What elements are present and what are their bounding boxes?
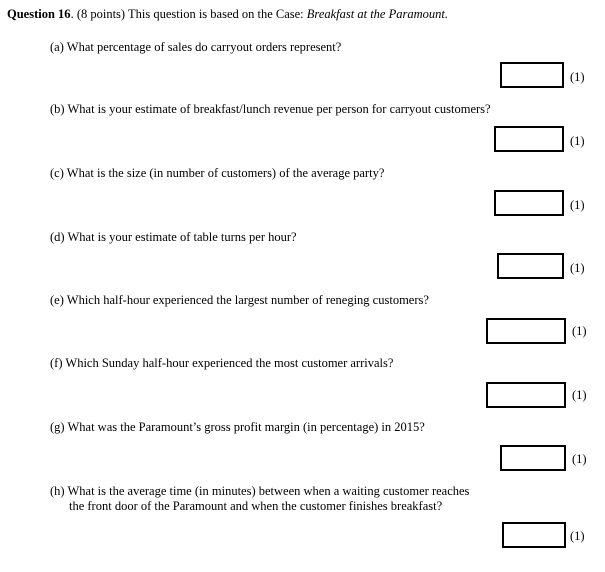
question-label: (c) — [50, 166, 64, 180]
question-text-continued: the front door of the Paramount and when the customer finishes breakfast? — [69, 499, 443, 513]
question-label: (a) — [50, 40, 64, 54]
question-a — [50, 40, 341, 55]
answer-box-h[interactable] — [502, 522, 566, 548]
question-d — [50, 230, 297, 245]
answer-box-d[interactable] — [497, 253, 564, 279]
answer-box-a[interactable] — [500, 62, 564, 88]
points-e: (1) — [572, 324, 587, 338]
answer-box-b[interactable] — [494, 126, 564, 152]
question-header: Question 16. (8 points) This question is based on the Case: Breakfast at the Paramount. — [7, 7, 448, 21]
case-title: Breakfast at the Paramount. — [306, 7, 448, 21]
question-f — [50, 356, 393, 371]
question-text: What percentage of sales do carryout orders represent? — [66, 40, 342, 54]
question-label: (e) — [50, 293, 64, 307]
question-label: (d) — [50, 230, 65, 244]
answer-box-g[interactable] — [500, 445, 566, 471]
question-e — [50, 293, 429, 308]
points-f: (1) — [572, 388, 587, 402]
points-h: (1) — [570, 529, 585, 543]
question-text: What is your estimate of table turns per hour? — [67, 230, 297, 244]
question-label: (h) — [50, 484, 65, 498]
points-g: (1) — [572, 452, 587, 466]
points-a: (1) — [570, 70, 585, 84]
question-text: Which half-hour experienced the largest number of reneging customers? — [66, 293, 429, 307]
points-d: (1) — [570, 261, 585, 275]
question-label: (b) — [50, 102, 65, 116]
question-text: What is the average time (in minutes) between when a waiting customer reaches — [67, 484, 470, 498]
points-b: (1) — [570, 134, 585, 148]
question-c — [50, 166, 384, 181]
points-c: (1) — [570, 198, 585, 212]
question-text: Which Sunday half-hour experienced the most customer arrivals? — [65, 356, 394, 370]
question-number: Question 16 — [7, 7, 71, 21]
question-text: What is your estimate of breakfast/lunch revenue per person for carryout customers? — [67, 102, 491, 116]
question-points: (8 points) — [76, 7, 126, 21]
question-label: (g) — [50, 420, 65, 434]
question-text: What is the size (in number of customers) of the average party? — [66, 166, 385, 180]
question-b — [50, 102, 491, 117]
question-h — [50, 484, 469, 514]
answer-box-f[interactable] — [486, 382, 566, 408]
question-label: (f) — [50, 356, 63, 370]
question-intro: This question is based on the Case: — [127, 7, 304, 21]
question-text: What was the Paramount’s gross profit margin (in percentage) in 2015? — [67, 420, 425, 434]
answer-box-e[interactable] — [486, 318, 566, 344]
answer-box-c[interactable] — [494, 190, 564, 216]
question-g — [50, 420, 425, 435]
